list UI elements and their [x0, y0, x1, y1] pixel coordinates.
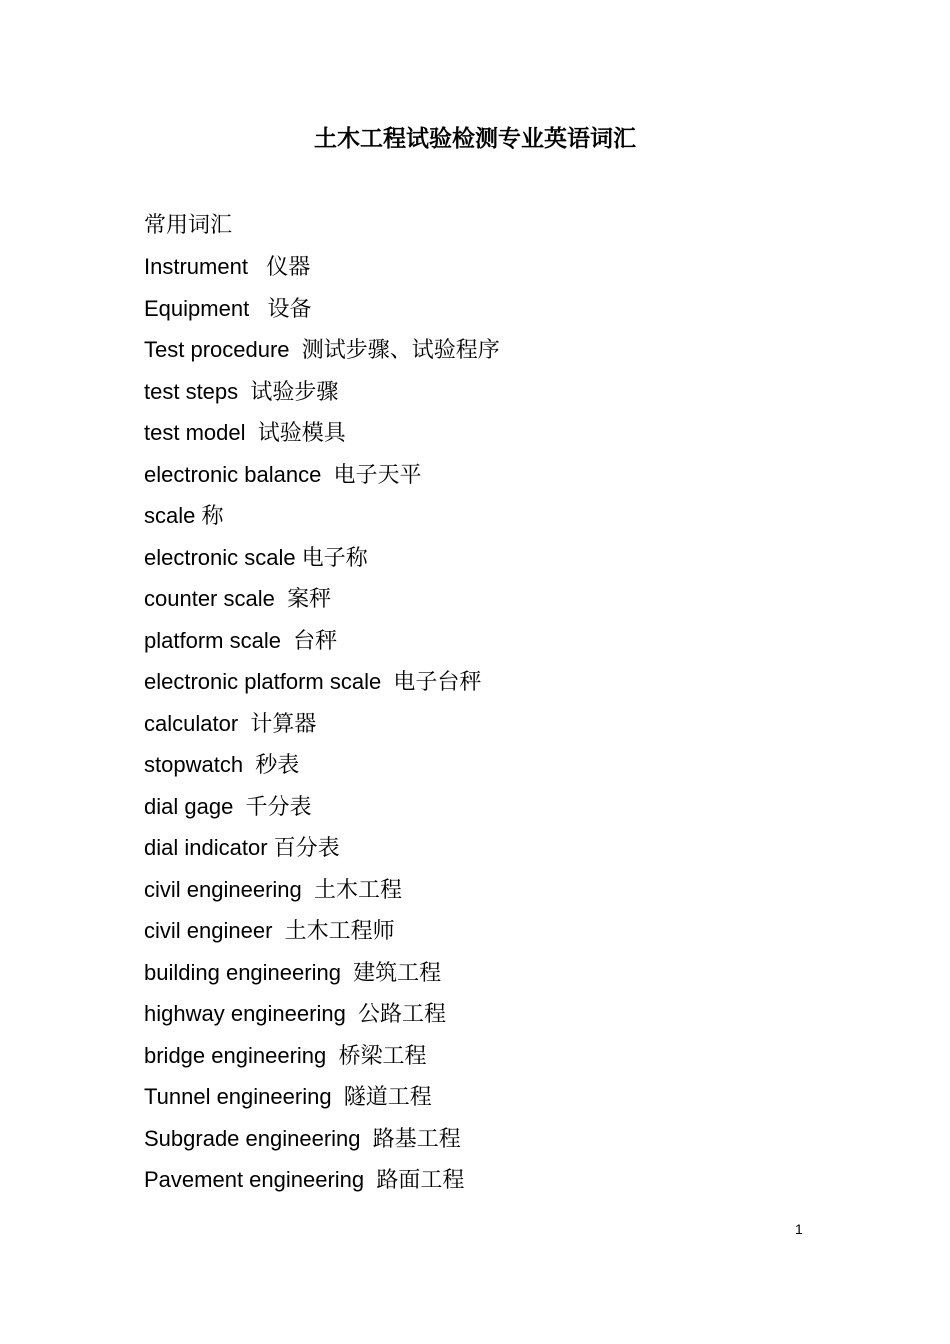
term-entry: counter scale 案秤	[144, 586, 332, 611]
term-entry: bridge engineering 桥梁工程	[144, 1042, 427, 1068]
term-entry: building engineering 建筑工程	[144, 959, 442, 985]
term-entry: test steps 试验步骤	[144, 378, 339, 404]
term-entry: civil engineer 土木工程师	[144, 918, 395, 943]
term-entry: Subgrade engineering 路基工程	[144, 1125, 461, 1151]
term-entry: Tunnel engineering 隧道工程	[144, 1084, 432, 1109]
term-entry: dial indicator 百分表	[144, 835, 340, 860]
term-entry: Pavement engineering 路面工程	[144, 1167, 465, 1192]
term-entry: civil engineering 土木工程	[144, 876, 402, 902]
section-heading: 常用词汇	[144, 212, 233, 237]
term-entry: electronic balance 电子天平	[144, 461, 422, 487]
term-entry: calculator 计算器	[144, 710, 317, 736]
page-number: 1	[795, 1221, 803, 1237]
term-entry: dial gage 千分表	[144, 793, 312, 819]
term-list	[144, 247, 500, 1202]
term-entry: highway engineering 公路工程	[144, 1001, 447, 1026]
term-entry: test model 试验模具	[144, 420, 346, 445]
term-entry: Test procedure 测试步骤、试验程序	[144, 337, 500, 362]
page-title: 土木工程试验检测专业英语词汇	[314, 125, 636, 151]
term-entry: Instrument 仪器	[144, 254, 311, 279]
term-entry: stopwatch 秒表	[144, 752, 300, 777]
term-entry: scale 称	[144, 503, 224, 528]
term-entry: electronic platform scale 电子台秤	[144, 669, 482, 694]
term-entry: platform scale 台秤	[144, 627, 338, 653]
term-entry: Equipment 设备	[144, 295, 312, 321]
term-entry: electronic scale 电子称	[144, 544, 368, 570]
